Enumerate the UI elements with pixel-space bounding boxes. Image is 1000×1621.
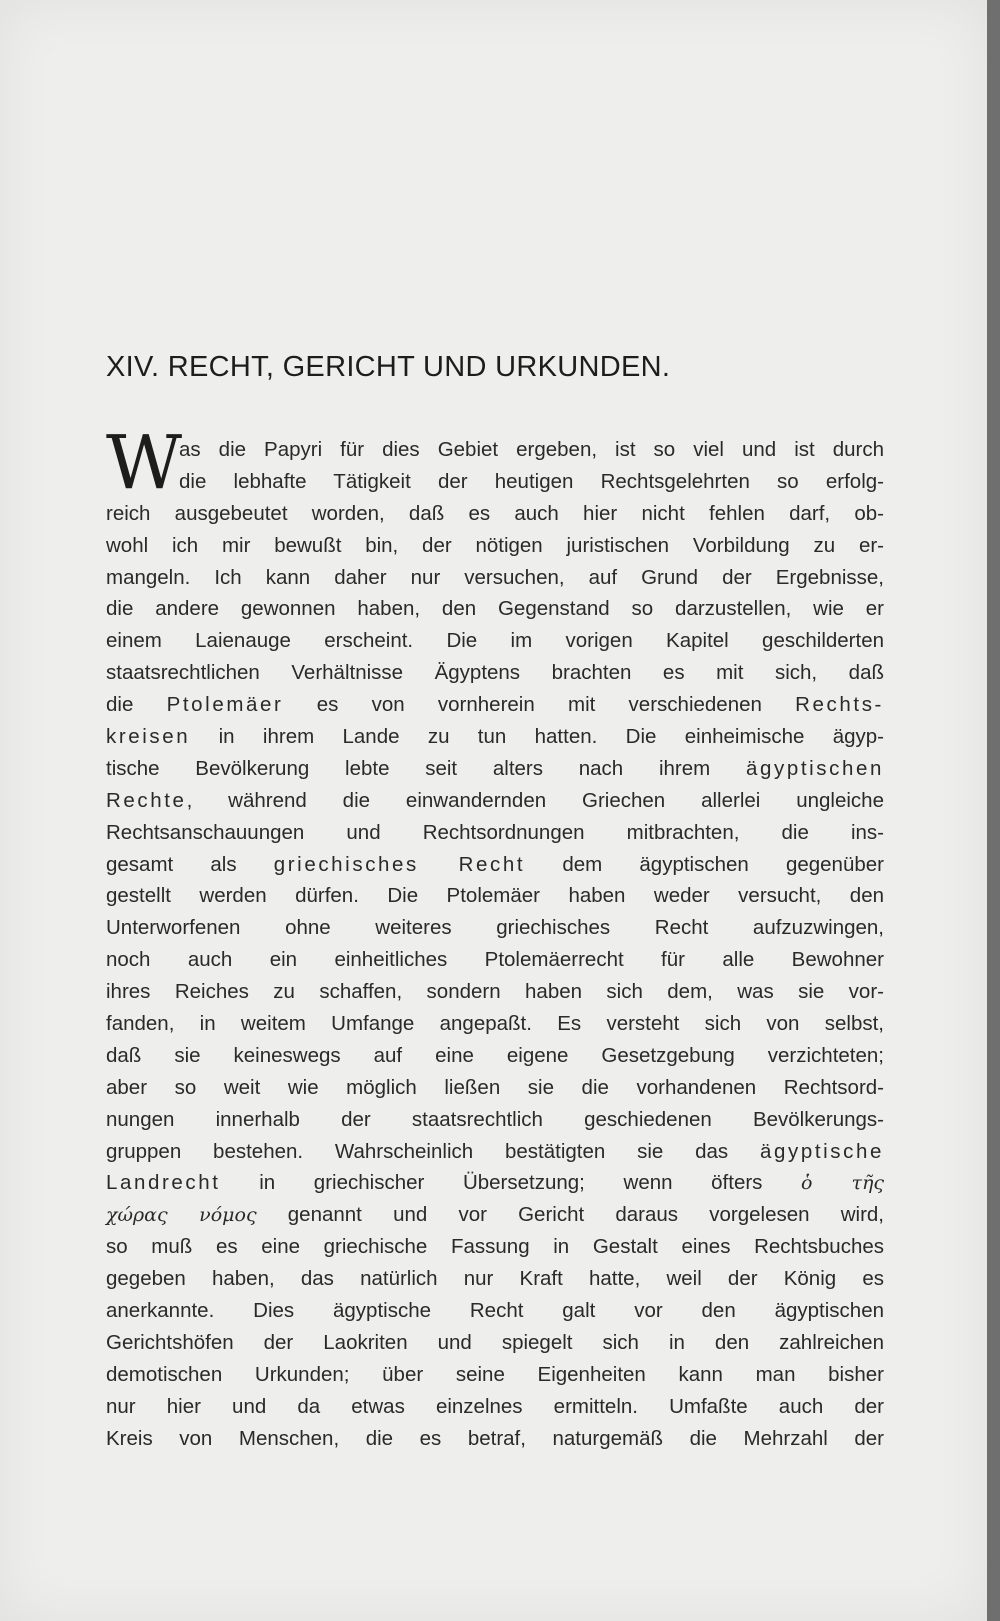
text-line: Kreis von Menschen, die es betraf, naturgemäß die Mehrzahl der (106, 1426, 884, 1450)
text-line: mangeln. Ich kann daher nur versuchen, auf Grund der Ergebnisse, (106, 565, 884, 589)
text-line: kreisen in ihrem Lande zu tun hatten. Die einheimische ägyp- (106, 725, 884, 749)
text-line: as die Papyri für dies Gebiet ergeben, ist so viel und ist durch (179, 438, 884, 461)
text-line: gruppen bestehen. Wahrscheinlich bestätigten sie das ägyptische (106, 1139, 884, 1163)
greek-phrase: ὁ τῆς (801, 1172, 884, 1195)
text-line: anerkannte. Dies ägyptische Recht galt vor den ägyptischen (106, 1299, 884, 1323)
text-line: staatsrechtlichen Verhältnisse Ägyptens brachten es mit sich, daß (106, 661, 884, 685)
text-line: nungen innerhalb der staatsrechtlich geschiedenen Bevölkerungs- (106, 1107, 884, 1131)
text-line: nur hier und da etwas einzelnes ermitteln. Umfaßte auch der (106, 1394, 884, 1418)
text-line: Rechte, während die einwandernden Griechen allerlei ungleiche (106, 788, 884, 812)
text-line: χώρας νόμος genannt und vor Gericht daraus vorgelesen wird, (106, 1203, 884, 1227)
text-line: so muß es eine griechische Fassung in Gestalt eines Rechtsbuches (106, 1235, 884, 1259)
text-line: Landrecht in griechischer Übersetzung; wenn öfters ὁ τῆς (106, 1171, 884, 1195)
text-line: gesamt als griechisches Recht dem ägyptischen gegenüber (106, 852, 884, 876)
text-line: aber so weit wie möglich ließen sie die vorhandenen Rechtsord- (106, 1075, 884, 1099)
spaced-term: Rechte (106, 788, 187, 812)
text-line: die lebhafte Tätigkeit der heutigen Rechtsgelehrten so erfolg- (179, 469, 884, 493)
text-line: ihres Reiches zu schaffen, sondern haben sich dem, was sie vor- (106, 980, 884, 1004)
text-line: die Ptolemäer es von vornherein mit verschiedenen Rechts- (106, 693, 884, 717)
spaced-term: kreisen (106, 725, 191, 749)
spaced-term: Rechts- (795, 693, 884, 717)
body-text (106, 420, 884, 1455)
chapter-heading: XIV. RECHT, GERICHT UND URKUNDEN. (106, 351, 671, 383)
text-line: wohl ich mir bewußt bin, der nötigen juristischen Vorbildung zu er- (106, 533, 884, 557)
spaced-term: Ptolemäer (166, 693, 284, 717)
text-line: Rechtsanschauungen und Rechtsordnungen mitbrachten, die ins- (106, 820, 884, 844)
spaced-term: griechisches Recht (273, 852, 526, 876)
text-line: demotischen Urkunden; über seine Eigenheiten kann man bisher (106, 1362, 884, 1386)
spaced-term: ägyptischen (745, 756, 884, 780)
text-line: gegeben haben, das natürlich nur Kraft hatte, weil der König es (106, 1267, 884, 1291)
text-line: die andere gewonnen haben, den Gegenstand so darzustellen, wie er (106, 597, 884, 621)
text-line: fanden, in weitem Umfange angepaßt. Es versteht sich von selbst, (106, 1012, 884, 1036)
greek-phrase: χώρας νόμος (106, 1204, 257, 1227)
text-line: einem Laienauge erscheint. Die im vorigen Kapitel geschilderten (106, 629, 884, 653)
spaced-term: ägyptische (759, 1139, 884, 1163)
drop-cap: W (106, 420, 183, 506)
text-line: tische Bevölkerung lebte seit alters nach ihrem ägyptischen (106, 756, 884, 780)
text-line: reich ausgebeutet worden, daß es auch hier nicht fehlen darf, ob- (106, 501, 884, 525)
spaced-term: Landrecht (106, 1171, 221, 1195)
text-line: gestellt werden dürfen. Die Ptolemäer haben weder versucht, den (106, 884, 884, 908)
text-line: Gerichtshöfen der Laokriten und spiegelt sich in den zahlreichen (106, 1330, 884, 1354)
text-line: Unterworfenen ohne weiteres griechisches Recht aufzuzwingen, (106, 916, 884, 940)
text-line: daß sie keineswegs auf eine eigene Gesetzgebung verzichteten; (106, 1043, 884, 1067)
text-line: noch auch ein einheitliches Ptolemäerrecht für alle Bewohner (106, 948, 884, 972)
